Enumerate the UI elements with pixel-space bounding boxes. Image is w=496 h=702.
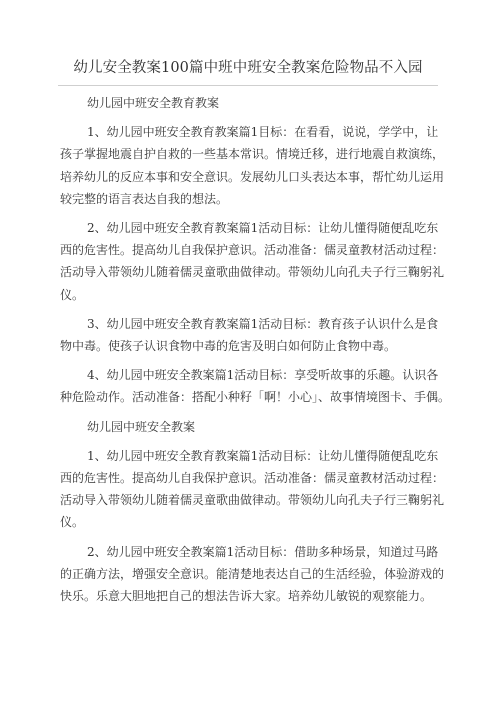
section-heading-2: 幼儿园中班安全教案 bbox=[87, 419, 196, 434]
paragraph-line: 2、幼儿园中班安全教育教案篇1活动目标：让幼儿懂得随便乱吃东 bbox=[87, 221, 439, 236]
paragraph bbox=[60, 313, 445, 357]
paragraph bbox=[60, 121, 445, 210]
paragraph-line: 活动导入带领幼儿随着儒灵童歌曲做律动。带领幼儿向孔夫子行三鞠躬礼 bbox=[60, 493, 445, 508]
paragraph-line: 活动导入带领幼儿随着儒灵童歌曲做律动。带领幼儿向孔夫子行三鞠躬礼 bbox=[60, 265, 445, 280]
document-body bbox=[60, 92, 451, 614]
paragraph-line: 2、幼儿园中班安全教案篇1活动目标：借助多种场景，知道过马路 bbox=[87, 544, 439, 559]
paragraph-line: 快乐。乐意大胆地把自己的想法告诉大家。培养幼儿敏锐的观察能力。 bbox=[60, 589, 433, 604]
paragraph-line: 培养幼儿的反应本事和安全意识。发展幼儿口头表达本事，帮忙幼儿运用 bbox=[60, 169, 445, 184]
paragraph bbox=[60, 445, 445, 534]
paragraph bbox=[60, 541, 445, 608]
paragraph-line: 西的危害性。提高幼儿自我保护意识。活动准备：儒灵童教材活动过程： bbox=[60, 243, 445, 258]
paragraph-line: 种危险动作。活动准备：搭配小种籽「啊！小心」、故事情境图卡、手偶。 bbox=[60, 390, 451, 405]
paragraph-line: 仪。 bbox=[60, 515, 85, 530]
document-title: 幼儿安全教案100篇中班中班安全教案危险物品不入园 bbox=[73, 60, 423, 76]
paragraph-line: 物中毒。使孩子认识食物中毒的危害及明白如何防止食物中毒。 bbox=[60, 339, 397, 354]
paragraph-line: 仪。 bbox=[60, 287, 85, 302]
paragraph-line: 的正确方法，增强安全意识。能清楚地表达自己的生活经验，体验游戏的 bbox=[60, 566, 445, 581]
paragraph-line: 1、幼儿园中班安全教育教案篇1活动目标：让幼儿懂得随便乱吃东 bbox=[87, 448, 439, 463]
paragraph-line: 3、幼儿园中班安全教育教案篇1活动目标：教育孩子认识什么是食 bbox=[87, 316, 439, 331]
section-heading-1: 幼儿园中班安全教育教案 bbox=[87, 96, 220, 110]
paragraph bbox=[60, 217, 445, 306]
paragraph-line: 1、幼儿园中班安全教育教案篇1目标：在看看，说说，学学中，让 bbox=[87, 125, 439, 140]
paragraph-line: 孩子掌握地震自护自救的一些基本常识。情境迁移，进行地震自救演练， bbox=[60, 147, 445, 162]
paragraph-line: 4、幼儿园中班安全教案篇1活动目标：享受听故事的乐趣。认识各 bbox=[87, 368, 439, 383]
paragraph-line: 较完整的语言表达自我的想法。 bbox=[60, 191, 229, 206]
paragraph bbox=[60, 364, 451, 408]
paragraph-line: 西的危害性。提高幼儿自我保护意识。活动准备：儒灵童教材活动过程： bbox=[60, 471, 445, 486]
title-divider bbox=[58, 85, 438, 86]
